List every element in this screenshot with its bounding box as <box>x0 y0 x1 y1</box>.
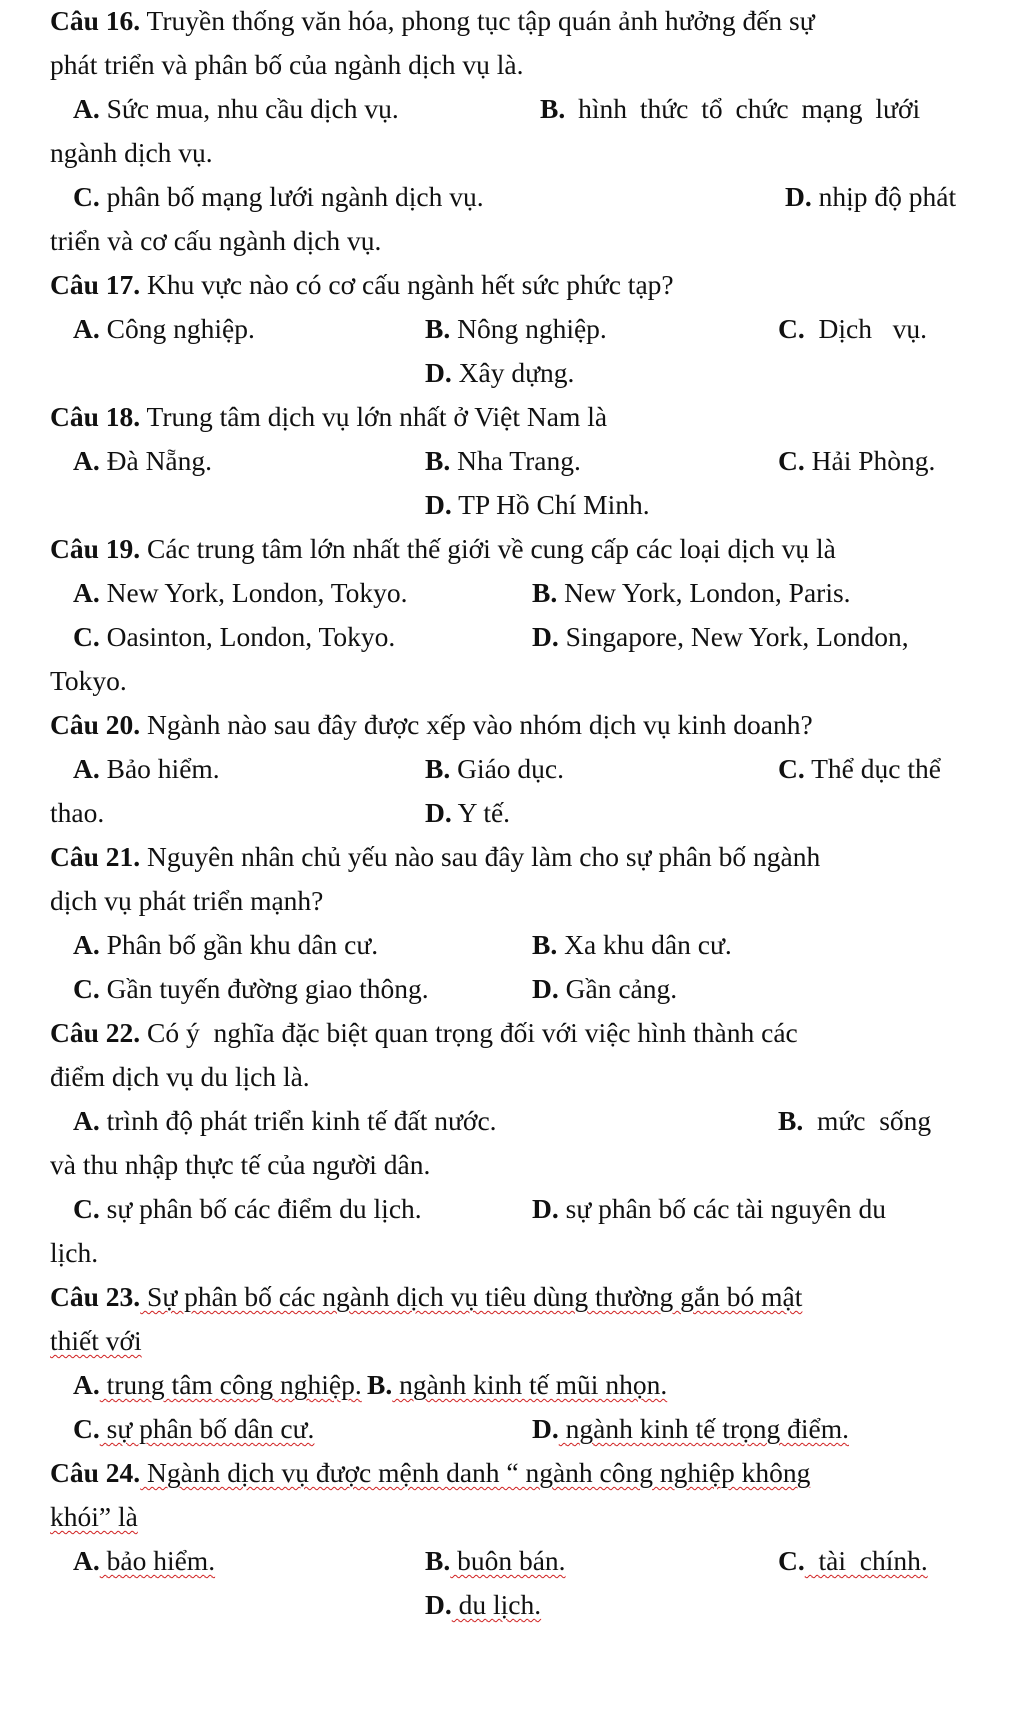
q18-option-b: B. Nha Trang. <box>425 445 581 476</box>
q20-option-c-cont: thao. <box>50 797 105 828</box>
q22-option-b: B. mức sống <box>778 1105 932 1136</box>
q17-option-c: C. Dịch vụ. <box>778 313 927 344</box>
q16-option-c: C. phân bố mạng lưới ngành dịch vụ. <box>73 181 484 212</box>
q21-option-c: C. Gần tuyến đường giao thông. <box>73 973 429 1004</box>
q22-option-a: A. trình độ phát triển kinh tế đất nước. <box>73 1105 497 1136</box>
q23-question: Câu 23. Sự phân bố các ngành dịch vụ tiêu dùng thường gắn bó mật <box>50 1281 803 1312</box>
q19-question: Câu 19. Các trung tâm lớn nhất thế giới về cung cấp các loại dịch vụ là <box>50 533 836 564</box>
q24-option-b: B. buôn bán. <box>425 1545 566 1576</box>
q22-question-cont: điểm dịch vụ du lịch là. <box>50 1061 310 1092</box>
q23-option-b: B. ngành kinh tế mũi nhọn. <box>367 1369 668 1400</box>
q18-option-d: D. TP Hồ Chí Minh. <box>425 489 650 520</box>
q16-option-b: B. hình thức tổ chức mạng lưới <box>540 93 921 124</box>
q24-option-a: A. bảo hiểm. <box>73 1545 216 1576</box>
q18-question: Câu 18. Trung tâm dịch vụ lớn nhất ở Việt Nam là <box>50 401 608 432</box>
q23-question-cont: thiết với <box>50 1325 142 1356</box>
q19-option-a: A. New York, London, Tokyo. <box>73 577 408 608</box>
q21-question: Câu 21. Nguyên nhân chủ yếu nào sau đây làm cho sự phân bố ngành <box>50 841 821 872</box>
q19-option-d: D. Singapore, New York, London, <box>532 621 909 652</box>
q20-option-c: C. Thể dục thể <box>778 753 941 784</box>
q18-option-a: A. Đà Nẵng. <box>73 445 213 476</box>
q24-option-c: C. tài chính. <box>778 1545 928 1576</box>
q22-option-b-cont: và thu nhập thực tế của người dân. <box>50 1149 431 1180</box>
q21-option-d: D. Gần cảng. <box>532 973 678 1004</box>
q20-question: Câu 20. Ngành nào sau đây được xếp vào nhóm dịch vụ kinh doanh? <box>50 709 813 740</box>
q16-option-a: A. Sức mua, nhu cầu dịch vụ. <box>73 93 399 124</box>
q17-option-d: D. Xây dựng. <box>425 357 575 388</box>
q19-option-c: C. Oasinton, London, Tokyo. <box>73 621 396 652</box>
q22-question: Câu 22. Có ý nghĩa đặc biệt quan trọng đối với việc hình thành các <box>50 1017 798 1048</box>
q21-question-cont: dịch vụ phát triển mạnh? <box>50 885 324 916</box>
q16-option-d: D. nhịp độ phát <box>785 181 957 212</box>
q23-option-d: D. ngành kinh tế trọng điểm. <box>532 1413 849 1444</box>
q18-option-c: C. Hải Phòng. <box>778 445 936 476</box>
q22-option-d-cont: lịch. <box>50 1237 99 1268</box>
q24-option-d: D. du lịch. <box>425 1589 542 1620</box>
q16-option-b-cont: ngành dịch vụ. <box>50 137 213 168</box>
q19-option-b: B. New York, London, Paris. <box>532 577 851 608</box>
q21-option-b: B. Xa khu dân cư. <box>532 929 732 960</box>
q21-option-a: A. Phân bố gần khu dân cư. <box>73 929 379 960</box>
q20-option-d: D. Y tế. <box>425 797 511 828</box>
q22-option-c: C. sự phân bố các điểm du lịch. <box>73 1193 422 1224</box>
q16-question: Câu 16. Truyền thống văn hóa, phong tục tập quán ảnh hưởng đến sự <box>50 5 815 36</box>
q16-number: Câu 16. <box>50 5 141 36</box>
q24-question: Câu 24. Ngành dịch vụ được mệnh danh “ ngành công nghiệp không <box>50 1457 811 1488</box>
q17-option-a: A. Công nghiệp. <box>73 313 255 344</box>
q16-option-d-cont: triển và cơ cấu ngành dịch vụ. <box>50 225 382 256</box>
q23-option-a: A. trung tâm công nghiệp. <box>73 1369 362 1400</box>
q17-question: Câu 17. Khu vực nào có cơ cấu ngành hết sức phức tạp? <box>50 269 674 300</box>
q22-option-d: D. sự phân bố các tài nguyên du <box>532 1193 886 1224</box>
q20-option-b: B. Giáo dục. <box>425 753 565 784</box>
q23-option-c: C. sự phân bố dân cư. <box>73 1413 315 1444</box>
q20-option-a: A. Bảo hiểm. <box>73 753 220 784</box>
q19-option-d-cont: Tokyo. <box>50 665 127 696</box>
q24-question-cont: khói” là <box>50 1501 138 1532</box>
q17-option-b: B. Nông nghiệp. <box>425 313 607 344</box>
q16-question-cont: phát triển và phân bố của ngành dịch vụ là. <box>50 49 524 80</box>
